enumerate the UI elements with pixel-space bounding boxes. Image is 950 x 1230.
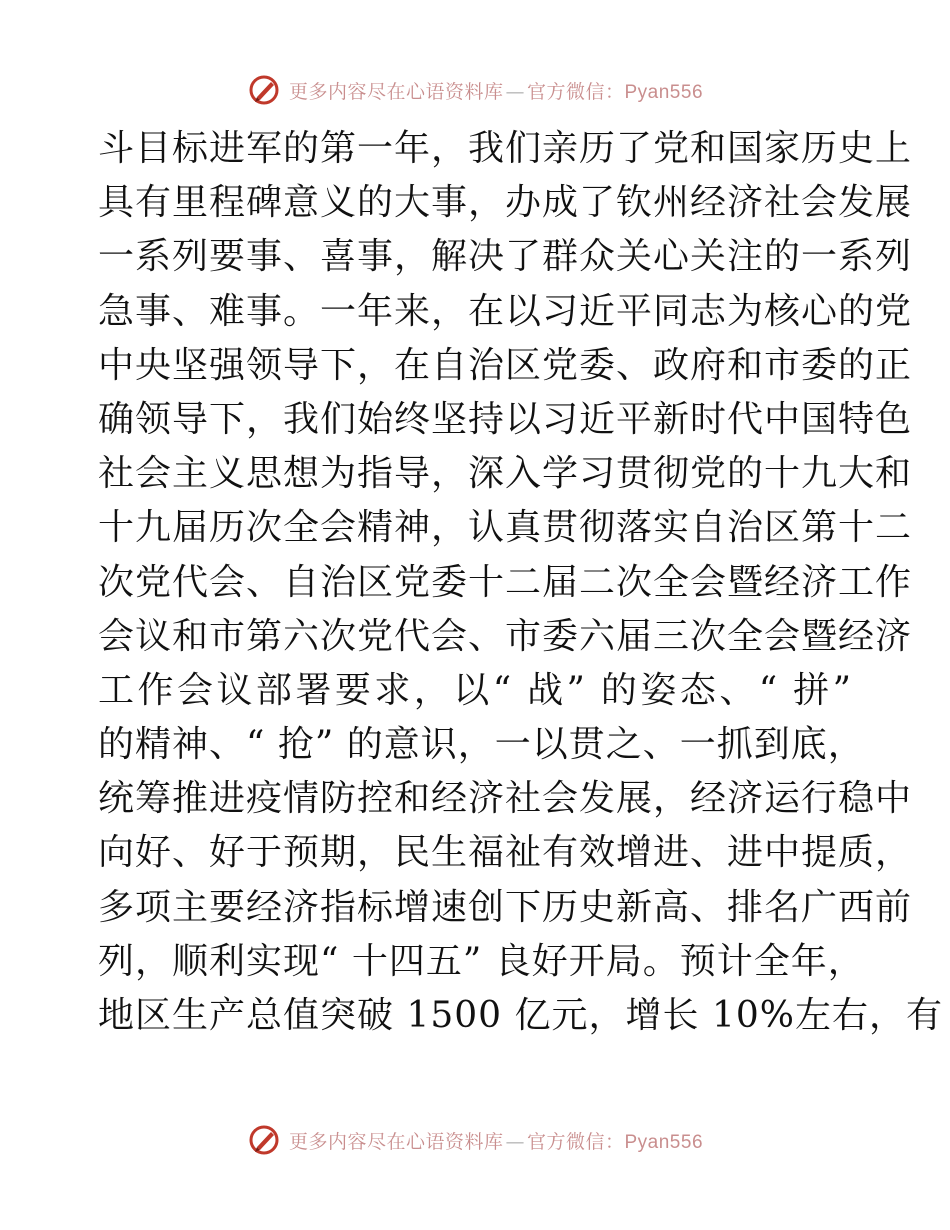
body-line: 斗目标进军的第一年，我们亲历了党和国家历史上 [98,128,913,169]
body-line: 社会主义思想为指导，深入学习贯彻党的十九大和 [98,453,913,495]
header-watermark [0,70,950,110]
watermark-text: 更多内容尽在心语资料库 — 官方微信：Pyan556 [288,80,704,103]
body-line: 多项主要经济指标增速创下历史新高、排名广西前 [98,886,913,928]
body-line: 十九届历次全会精神，认真贯彻落实自治区第十二 [98,507,913,549]
body-line: 确领导下，我们始终坚持以习近平新时代中国特色 [98,398,913,440]
body-line: 中央坚强领导下，在自治区党委、政府和市委的正 [98,344,913,386]
body-line: 地区生产总值突破 1500 亿元，增长 10%左右，有 [98,995,943,1036]
body-line: 次党代会、自治区党委十二届二次全会暨经济工作 [98,561,913,603]
body-line: 急事、难事。一年来，在以习近平同志为核心的党 [98,290,913,332]
pen-logo-icon [247,73,281,107]
body-line: 统筹推进疫情防控和经济社会发展，经济运行稳中 [98,778,913,820]
body-line: 的精神、“ 抢” 的意识，一以贯之、一抓到底， [98,724,865,766]
body-line: 一系列要事、喜事，解决了群众关心关注的一系列 [98,236,913,278]
body-line: 工作会议部署要求，以“ 战” 的姿态、“ 拼” [98,669,852,711]
document-body [98,122,943,1043]
pen-logo-icon [247,1123,281,1157]
body-line: 列，顺利实现“ 十四五” 良好开局。预计全年， [98,940,865,982]
watermark-text: 更多内容尽在心语资料库 — 官方微信：Pyan556 [288,1130,704,1153]
body-line: 具有里程碑意义的大事，办成了钦州经济社会发展 [98,182,913,224]
body-line: 会议和市第六次党代会、市委六届三次全会暨经济 [98,615,913,657]
body-line: 向好、好于预期，民生福祉有效增进、进中提质， [98,832,913,874]
footer-watermark [0,1120,950,1160]
